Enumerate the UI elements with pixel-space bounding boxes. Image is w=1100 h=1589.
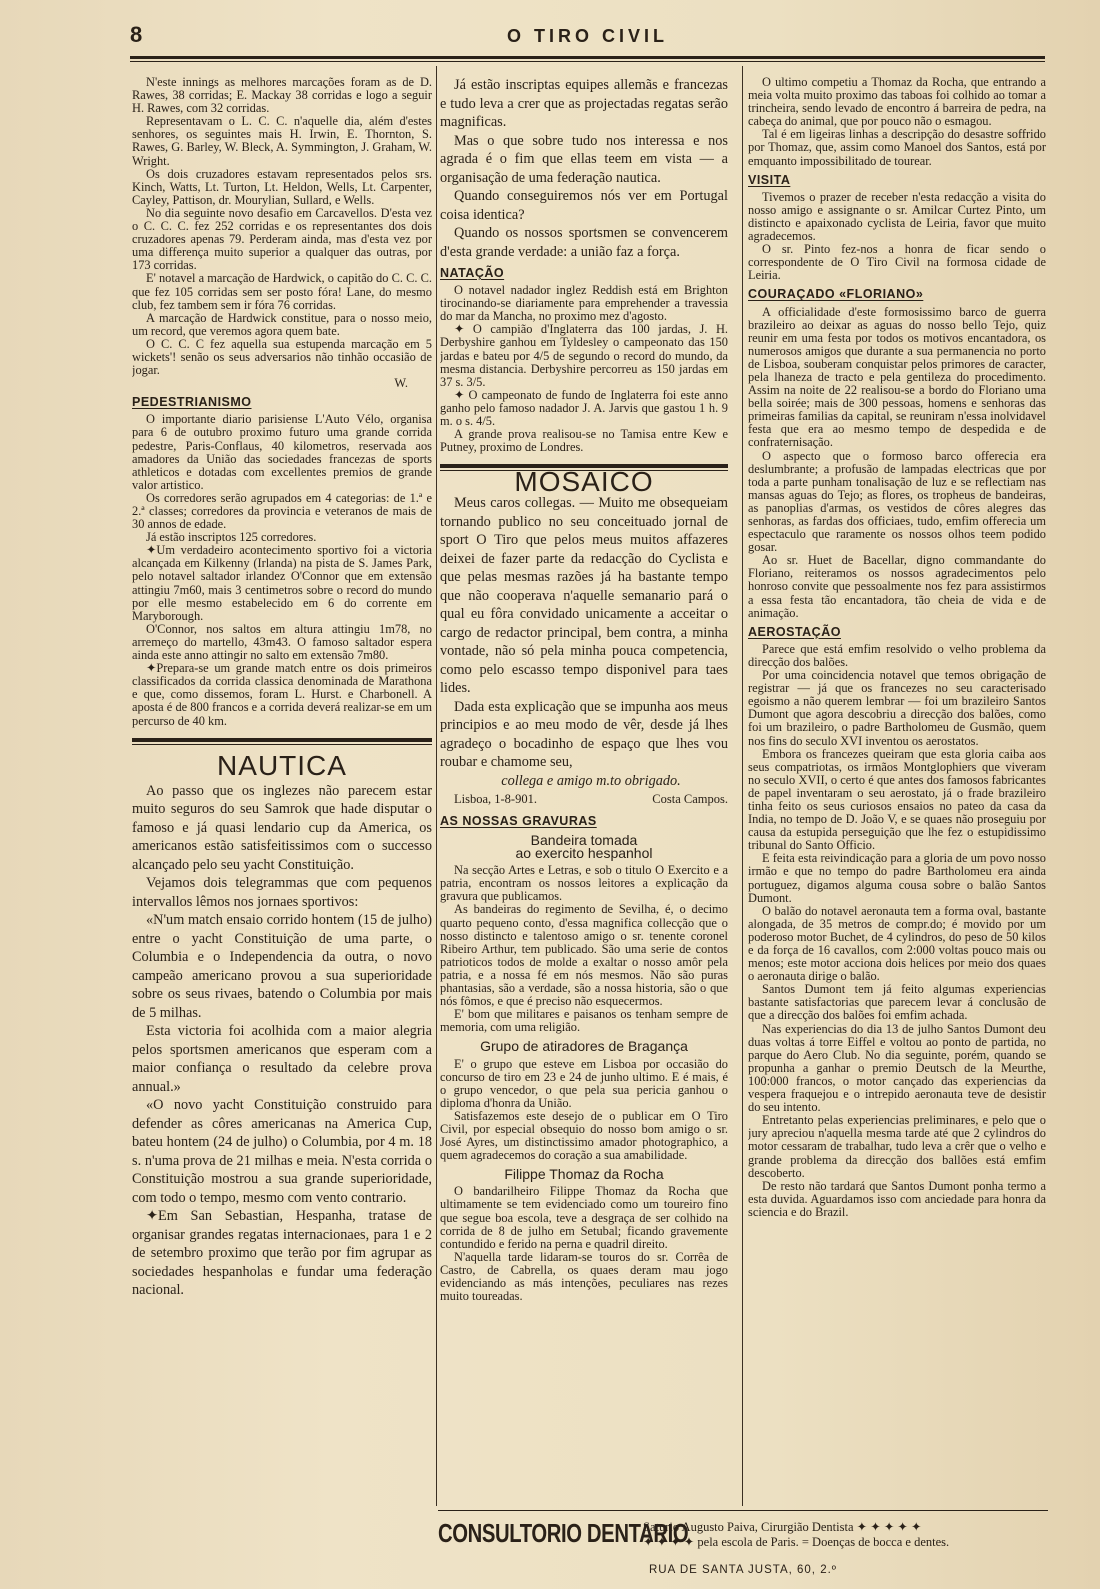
paragraph: Os corredores serão agrupados em 4 categorias: de 1.ª e 2.ª classes; corredores da provincia e veteranos de mais de 30 annos de edade. [132,490,432,532]
column-3 [748,76,1046,1219]
regatas-body [440,76,728,261]
paragraph: O notavel nadador inglez Reddish está em Brighton tirocinando-se diariamente para emprehender a travessia do mar da Mancha, no proximo mez d'agosto. [440,283,728,324]
paragraph: N'aquella tarde lidaram-se touros do sr. Corrêa de Castro, de Cabrella, os quaes deram mau jogo evidenciando as más intenções, peculiares nas rezes muito toureadas. [440,1249,728,1304]
section-heading-mosaico: MOSAICO [514,466,654,498]
advert-line: ✦ ✦ ✦ ✦ pela escola de Paris. = Doenças de bocca e dentes. [643,1535,950,1549]
paragraph: Por uma coincidencia notavel que temos obrigação de registrar — já que os francezes no seu caracterisado egoismo a não querem lembrar — foi um brazileiro Santos Dumont que agora descobriu a direcção dos balões, como foi um brazileiro, o padre Bartholomeu de Gusmão, quem nos fins do seculo XVI inventou os aerostatos. [748,668,1046,748]
paragraph: Meus caros collegas. — Muito me obsequeiam tornando publico no seu conceituado jornal de sport O Tiro que pelos meus muitos affazeres deixei de fazer parte da redacção do Cyclista e que pelas mesmas razões já ha bastante tempo que não cooperava n'aquelle semanario pará o qual eu fôra convidado unicamente a acceitar o cargo de redactor principal, bem contra, a minha vontade, não só pela minha pouca competencia, como pelo escasso tempo disponivel para taes lides. [440,495,728,697]
paragraph: Satisfazemos este desejo de o publicar em O Tiro Civil, por especial obsequio do nosso bom amigo o sr. José Ayres, um distinctissimo amador photographico, a quem agradecemos do coração a sua amabilidade. [440,1108,728,1163]
paragraph: E' notavel a marcação de Hardwick, o capitão do C. C. C. que fez 105 corridas sem ser posto fóra! Lane, do mesmo club, fez tambem sem ir fóra 76 corridas. [132,271,432,312]
paragraph: O aspecto que o formoso barco offerecia era deslumbrante; a profusão de lampadas electricas que por toda a parte punham tonalisação de luz e se reflectiam nas mansas aguas do Tejo; as flores, os tropheus de bandeiras, as panoplias d'armas, os vestidos de côres alegres das senhoras, as fardas dos officiaes, tudo, emfim offerecia um espectaculo que raramente os nossos olhos teem podido gosar. [748,448,1046,555]
advert-title: CONSULTORIO DENTARIO [438,1518,689,1548]
mosaico-body [440,494,728,809]
paragraph: O bandarilheiro Filippe Thomaz da Rocha que ultimamente se tem evidenciado como um toureiro fino que segue boa escola, teve a desgraça de ser colhido na corrida de 8 de julho em Setubal; ficando gravemente contundido e ferido na perna e quadril direito. [440,1184,728,1251]
paragraph: ✦Prepara-se um grande match entre os dois primeiros classificados da corrida classica denominada de Marathona e que, como dissemos, foram L. Hurst. e Charbonell. A aposta é de 800 francos e a corrida deverá realizar-se em um percurso de 40 km. [132,661,432,728]
section-rule [132,738,432,745]
paragraph: O'Connor, nos saltos em altura attingiu 1m78, no arremeço do martello, 43m43. O famoso saltador espera ainda este anno attingir no salto em extensão 7m80. [132,621,432,663]
advert-line: Saturio Augusto Paiva, Cirurgião Dentista ✦ ✦ ✦ ✦ ✦ [643,1520,922,1534]
paragraph: ✦ O campião d'Inglaterra das 100 jardas, J. H. Derbyshire ganhou em Tyldesley o campeonato das 150 jardas e bateu por 4/5 de segundo o record do mundo, da mesma distancia. Derbyshire percorreu as 150 jardas em 37 s. 3/5. [440,322,728,389]
column-1 [132,76,432,1300]
section-heading-visita: VISITA [748,172,791,187]
paragraph: E feita esta reivindicação para a gloria de um povo nosso irmão e que no tempo do padre Bartholomeu era ainda portuguez, digamos alguma cousa sobre o balão Santos Dumont. [748,851,1046,905]
paragraph: Quando os nossos sportsmen se convencerem d'esta grande verdade: a união faz a força. [440,225,728,260]
subheading: Bandeira tomada [530,832,638,848]
paragraph: No dia seguinte novo desafio em Carcavellos. D'esta vez o C. C. C. fez 252 corridas e os representantes dos dois cruzadores apenas 79. Perderam ainda, mas d'esta vez por uma differença muito superior a qualquer das outras, por 173 corridas. [132,205,432,273]
paragraph: N'este innings as melhores marcações foram as de D. Rawes, 38 corridas; E. Mackay 38 corridas e logo a seguir H. Rawes, com 32 corridas. [132,76,432,116]
paragraph: De resto não tardará que Santos Dumont ponha termo a esta duvida. Aguardamos isso com anciedade para honra da sciencia e do Brazil. [748,1178,1046,1219]
paragraph: As bandeiras do regimento de Sevilha, é, o decimo quarto pequeno conto, d'essa magnifica collecção que o nosso distincto e talentoso amigo o sr. tenente coronel Ribeiro Arthur, tem publicado. São uma serie de contos patrioticos todos de molde a exaltar o nosso amôr pela patria, e a nossa fé em nós mesmos. Não são puras phantasias, são a verdade, são a nossa historia, são o que nós fômos, e que é preciso não esquecermos. [440,902,728,1009]
paragraph: «O novo yacht Constituição construido para defender as côres americanas na America Cup, bateu hontem (24 de julho) o Columbia, por 4 m. 18 s. n'uma prova de 21 milhas e meia. N'esta corrida o Constituição mostrou a sua grande superioridade, com todo o tempo, mesmo com vento contrario. [132,1097,432,1206]
section-heading-aerostacao: AEROSTAÇÃO [748,624,841,639]
paragraph: ✦Um verdadeiro acontecimento sportivo foi a victoria alcançada em Kilkenny (Irlanda) na pista de S. James Park, pelo notavel saltador irlandez O'Connor que em extensão attingiu 7m60, mais 3 centimetros sobre o record do mundo por elle mesmo estabelecido em 6 do corrente em Maryborough. [132,543,432,623]
paragraph: A officialidade d'este formosissimo barco de guerra brazileiro ao deixar as aguas do nosso bello Tejo, quiz reunir em uma festa por todos os motivos encantadora, os numerosos amigos que durante a sua permanencia no porto de Lisboa, souberam conquistar pelos primores de caracter, pela lhaneza de tracto e pela gentileza do procedimento. Assim na noite de 22 realisou-se a bordo do Floriano uma bella soirée; mais de 300 pessoas, homens e senhoras das primeiras familias da capital, se reuniram n'essa inolvidavel festa que era ao mesmo tempo de despedida e de confraternisação. [748,304,1046,450]
paragraph: Quando conseguiremos nós ver em Portugal coisa identica? [440,188,728,223]
paragraph: Os dois cruzadores estavam representados pelos srs. Kinch, Watts, Lt. Turton, Lt. Heldon, Wells, Lt. Carpenter, Cayley, Pattison, dr. Mourylian, Sullard, e Wells. [132,166,432,207]
author-name: Costa Campos. [652,792,728,807]
paragraph: Ao passo que os inglezes não parecem estar muito seguros do seu Samrok que hade disputar o famoso e já quasi lendario cup da America, os americanos estão satisfeitissimos com o successo alcançado pelo seu yacht Constituição. [132,782,432,873]
paragraph: A marcação de Hardwick constitue, para o nosso meio, um record, que veremos agora quem bate. [132,310,432,338]
column-divider-2 [742,66,743,1506]
paragraph: Santos Dumont tem já feito algumas experiencias bastante satisfactorias que parecem levar á conclusão de que a direcção dos balões foi emfim achada. [748,982,1046,1023]
paragraph: ✦ O campeonato de fundo de Inglaterra foi este anno ganho pelo famoso nadador J. A. Jarvis que gastou 1 h. 9 m. o s. 4/5. [440,387,728,429]
paragraph: Parece que está emfim resolvido o velho problema da direcção dos balões. [748,641,1046,669]
advert-address: RUA DE SANTA JUSTA, 60, 2.º [649,1564,837,1576]
header-rule [130,56,1045,59]
paragraph: Já estão inscriptas equipes allemãs e francezas e tudo leva a crer que as projectadas regatas serão magnificas. [440,77,728,130]
paragraph: Ao sr. Huet de Bacellar, digno commandante do Floriano, reiteramos os nossos agradecimentos pelo honroso convite que pessoalmente nos fez para assistirmos a essa festa tão encantadora, tão cheia de vida e de animação. [748,553,1046,620]
header-rule-thin [130,61,1045,62]
paragraph: E' o grupo que esteve em Lisboa por occasião do concurso de tiro em 23 e 24 de junho ultimo. E é mais, é o grupo vencedor, o que pela sua pericia ganhou o diploma d'honra da União. [440,1056,728,1110]
column-2 [440,76,728,1303]
paragraph: O balão do notavel aeronauta tem a forma oval, bastante alongada, de 35 metros de compr.do; é movido por um poderoso motor Buchet, de 4 cylindros, do peso de 50 kilos e da força de 16 cavallos, com 2:000 voltas pouco mais ou menos; este motor acciona dois helices por meio dos quaes o aeronauta dirige o balão. [748,903,1046,984]
subheading: ao exercito hespanhol [515,845,653,862]
section-heading-couracado: COURAÇADO «FLORIANO» [748,287,924,302]
paragraph: Na secção Artes e Letras, e sob o titulo O Exercito e a patria, encontram os nossos leitores a explicação da gravura que publicamos. [440,863,728,904]
newspaper-title: O TIRO CIVIL [506,26,668,46]
paragraph: Esta victoria foi acolhida com a maior alegria pelos sportsmen americanos que esperam com a maior confiança o resultado da celebre prova annual.» [132,1023,432,1095]
paragraph: O ultimo competiu a Thomaz da Rocha, que entrando a meia volta muito proximo das taboas foi colhido ao tomar a trincheira, sendo levado de encontro á barreira de pedra, na cabeça do animal, que por pouco não o esmagou. [748,76,1046,129]
paragraph: Tivemos o prazer de receber n'esta redacção a visita do nosso amigo e assignante o sr. Amilcar Curtez Pinto, um distincto e apaixonado cyclista de Leiria, favor que muito agradecemos. [748,189,1046,244]
subheading: Grupo de atiradores de Bragança [480,1038,688,1055]
page-header [130,18,1045,58]
paragraph: A grande prova realisou-se no Tamisa entre Kew e Putney, proximo de Londres. [440,427,728,455]
paragraph: O C. C. C fez aquella sua estupenda marcação em 5 wickets'! senão os seus adversarios não tinhão occasião de jogar. [132,336,432,378]
paragraph: E' bom que militares e paisanos os tenham sempre de memoria, com uma religião. [440,1007,728,1035]
paragraph: Nas experiencias do dia 13 de julho Santos Dumont deu duas voltas á torre Eiffel e voltou ao ponto de partida, no parque do Aero Club. No dia seguinte, porém, quando se propunha a ganhar o premio Deutsch de la Meurthe, 100:000 francos, o motor cançado das experiencias da vespera fraquejou e o intrepido aeronauta teve de desistir do seu intento. [748,1021,1046,1115]
subheading: Filippe Thomaz da Rocha [504,1166,664,1183]
paragraph: Representavam o L. C. C. n'aquelle dia, além d'estes senhores, os seguintes mais H. Irwin, E. Thornton, S. Rawes, G. Barley, W. Bleck, A. Symmington, J. Graham, W. Wright. [132,114,432,168]
section-heading-gravuras: AS NOSSAS GRAVURAS [440,813,597,828]
paragraph: O sr. Pinto fez-nos a honra de ficar sendo o correspondente de O Tiro Civil na formosa cidade de Leiria. [748,242,1046,283]
paragraph: Mas o que sobre tudo nos interessa e nos agrada é o fim que ellas teem em vista — a organisação de uma federação nautica. [440,132,728,186]
footer-rule [438,1510,1048,1511]
paragraph: Embora os francezes queiram que esta gloria caiba aos seus compatriotas, os irmãos Montglophiers que viveram no seculo XVII, o certo é que antes dos famosos fabricantes de papel inventaram o seu aerostato, já o frade brazileiro tinha feito os seus curiosos ensaios no pateo da casa da India, no tempo de D. João V, e se quaes não proseguiu por causa da estupida perseguição que lhe fez o estupidissimo tribunal do Santo Officio. [748,746,1046,853]
section-heading-nautica: NAUTICA [217,749,347,781]
paragraph: Já estão inscriptos 125 corredores. [146,530,317,545]
advert-details [643,1520,1048,1550]
paragraph: ✦Em San Sebastian, Hespanha, tratase de organisar grandes regatas internacionaes, para 1 e 2 de setembro proximo que terão por fim agrupar as sociedades hespanholas e fundar uma federação nacional. [132,1208,432,1299]
section-heading-natacao: NATAÇÃO [440,266,505,280]
page-number: 8 [130,22,143,47]
paragraph: Dada esta explicação que se impunha aos meus principios e ao meu modo de vêr, desde já lhes agradeço o bocadinho de espaço que lhes vou roubar e chamome seu, [440,698,728,771]
section-heading-pedestrianismo: PEDESTRIANISMO [132,395,252,410]
dateline [440,790,728,809]
nautica-body [132,782,432,1300]
closing: collega e amigo m.to obrigado. [501,772,681,789]
paragraph: Tal é em ligeiras linhas a descripção do desastre soffrido por Thomaz, que, assim como Manoel dos Santos, está por emquanto impossibilitado de tourear. [748,127,1046,168]
paragraph: «N'um match ensaio corrido hontem (15 de julho) entre o yacht Constituição de uma parte, o Columbia e o Independencia da outra, o novo campeão americano provou a sua superioridade sobre os seus rivaes, batendo o Columbia por mais de 5 milhas. [132,912,432,1021]
paragraph: O importante diario parisiense L'Auto Vélo, organisa para 6 de outubro proximo futuro uma grande corrida pedestre, Paris-Conflaus, 40 kilometros, reservada aos amadores da União das sociedades francezas de sports athleticos e dotadas com excellentes premios de grande valor artistico. [132,412,432,492]
signature: W. [394,376,408,391]
paragraph: Vejamos dois telegrammas que com pequenos intervallos lêmos nos jornaes sportivos: [132,875,432,910]
paragraph: Entretanto pelas experiencias preliminares, e pelo que o jury apreciou n'aquella mesma tarde até que 2 cylindros do motor cessaram de trabalhar, tudo leva a crêr que o velho e grande problema da direcção dos ballões está emfim descoberto. [748,1113,1046,1180]
place-date: Lisboa, 1-8-901. [454,792,537,807]
dental-advert [438,1514,1048,1584]
column-divider-1 [436,66,437,1506]
